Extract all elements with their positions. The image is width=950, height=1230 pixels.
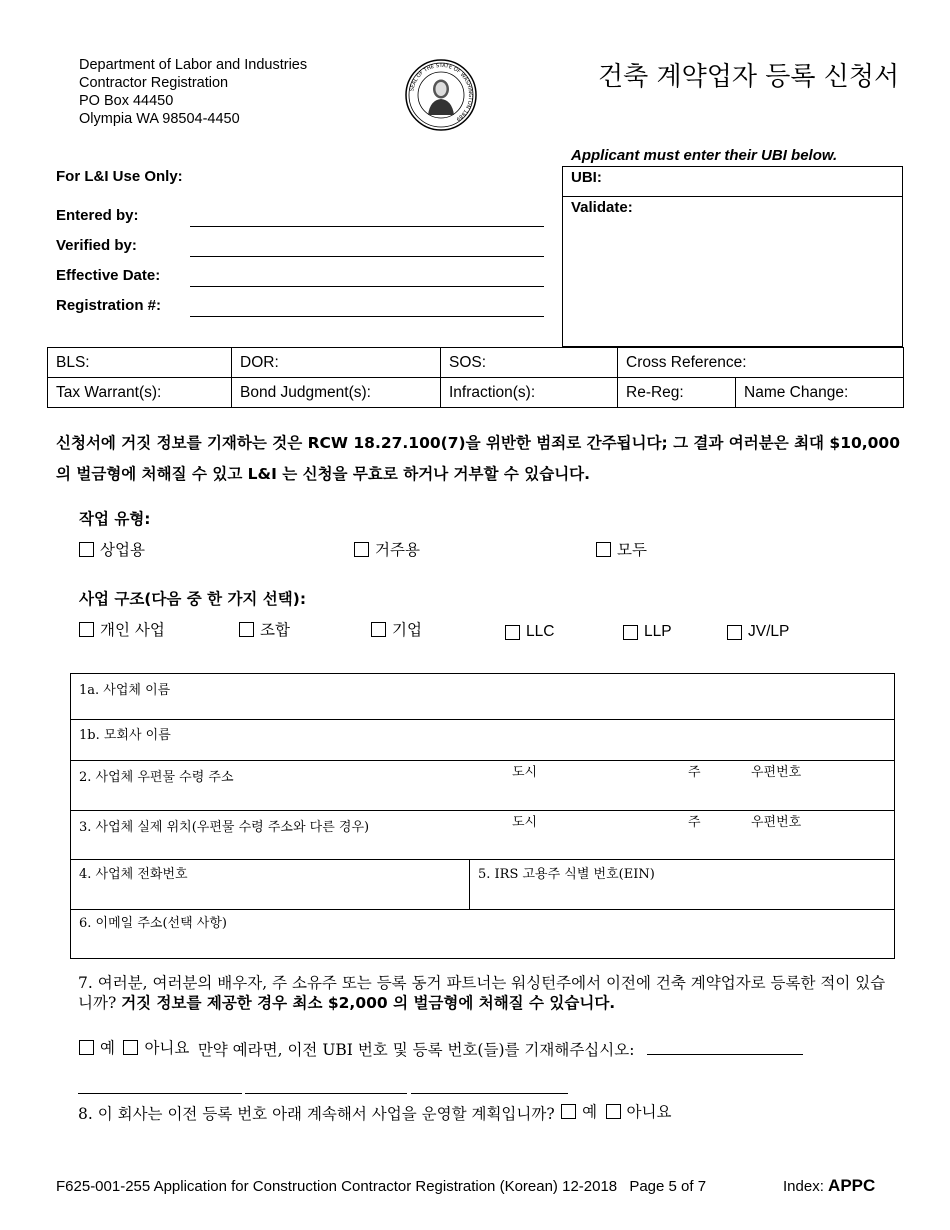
tax-warrants-cell[interactable]: Tax Warrant(s):: [48, 378, 232, 408]
checkbox-icon: [623, 625, 638, 640]
verified-by-label: Verified by:: [56, 237, 137, 254]
question-7-text: 7. 여러분, 여러분의 배우자, 주 소유주 또는 등록 동거 파트너는 워싱턴주에서 이전에 건축 계약업자로 등록한 적이 있습니까?: [78, 974, 886, 1012]
mailing-address-field[interactable]: 2. 사업체 우편물 수령 주소 도시 주 우편번호: [71, 761, 894, 811]
state-label: 주: [688, 765, 701, 780]
checkbox-icon: [596, 542, 611, 557]
previous-registration-field-1[interactable]: [78, 1079, 242, 1094]
address-line: Department of Labor and Industries: [79, 57, 308, 73]
checkbox-icon: [371, 622, 386, 637]
effective-date-field[interactable]: [190, 272, 544, 287]
checkbox-icon: [79, 1040, 94, 1055]
parent-company-field[interactable]: 1b. 모회사 이름: [71, 720, 894, 761]
effective-date-label: Effective Date:: [56, 267, 161, 284]
structure-sole-proprietor-checkbox[interactable]: 개인 사업: [79, 618, 165, 640]
ubi-field[interactable]: [563, 167, 902, 197]
page-number: Page 5 of 7: [629, 1178, 707, 1195]
question-7-answers: [79, 1036, 803, 1060]
false-information-warning: 신청서에 거짓 정보를 기재하는 것은 RCW 18.27.100(7)을 위반한 범죄로 간주됩니다; 그 결과 여러분은 최대 $10,000 의 벌금형에 처해질 수 있고 L&I 는 신청을 무효로 하거나 거부할 수 있습니다.: [56, 434, 901, 483]
work-type-residential-checkbox[interactable]: 거주용: [354, 538, 420, 560]
dor-cell[interactable]: DOR:: [232, 348, 441, 378]
validate-label: Validate:: [571, 199, 633, 216]
previous-registration-field-3[interactable]: [411, 1079, 568, 1094]
email-field[interactable]: 6. 이메일 주소(선택 사항): [79, 916, 227, 931]
ein-field[interactable]: 5. IRS 고용주 식별 번호(EIN): [478, 867, 655, 882]
checkbox-icon: [239, 622, 254, 637]
zip-label: 우편번호: [751, 765, 802, 780]
previous-registration-field-2[interactable]: [245, 1079, 407, 1094]
address-line: Contractor Registration: [79, 75, 229, 91]
city-label: 도시: [512, 765, 538, 780]
infractions-cell[interactable]: Infraction(s):: [441, 378, 618, 408]
q8-yes-checkbox[interactable]: 예: [561, 1100, 597, 1122]
checkbox-icon: [505, 625, 520, 640]
address-line: PO Box 44450: [79, 93, 174, 109]
office-use-title: For L&I Use Only:: [56, 168, 183, 185]
q8-no-checkbox[interactable]: 아니요: [606, 1100, 672, 1122]
business-structure-label: 사업 구조(다음 중 한 가지 선택):: [79, 590, 307, 608]
checkbox-icon: [354, 542, 369, 557]
ubi-label: UBI:: [571, 169, 602, 186]
question-8: [78, 1100, 671, 1124]
agency-codes-table: [47, 347, 904, 408]
index-code: Index: APPC: [783, 1176, 876, 1195]
work-type-both-checkbox[interactable]: 모두: [596, 538, 647, 560]
checkbox-icon: [561, 1104, 576, 1119]
checkbox-icon: [79, 622, 94, 637]
city-label: 도시: [512, 815, 538, 830]
structure-jv-lp-checkbox[interactable]: JV/LP: [727, 623, 789, 641]
previous-ubi-field[interactable]: [647, 1039, 803, 1055]
q7-yes-checkbox[interactable]: 예: [79, 1036, 115, 1058]
physical-location-field[interactable]: 3. 사업체 실제 위치(우편물 수령 주소와 다른 경우) 도시 주 우편번호: [71, 811, 894, 860]
business-info-table: [70, 673, 895, 959]
ubi-box: [562, 166, 903, 347]
validate-field[interactable]: [563, 197, 902, 218]
sos-cell[interactable]: SOS:: [441, 348, 618, 378]
page-title: 건축 계약업자 등록 신청서: [598, 62, 900, 92]
bond-judgments-cell[interactable]: Bond Judgment(s):: [232, 378, 441, 408]
phone-ein-row: [71, 860, 894, 910]
entered-by-label: Entered by:: [56, 207, 139, 224]
business-name-field[interactable]: 1a. 사업체 이름: [71, 674, 894, 720]
address-line: Olympia WA 98504-4450: [79, 111, 240, 127]
name-change-cell[interactable]: Name Change:: [736, 378, 904, 408]
question-8-text: 8. 이 회사는 이전 등록 번호 아래 계속해서 사업을 운영할 계획입니까?: [78, 1104, 555, 1123]
page-footer: [56, 1176, 876, 1195]
structure-corporation-checkbox[interactable]: 기업: [371, 618, 422, 640]
checkbox-icon: [79, 542, 94, 557]
business-phone-field[interactable]: 4. 사업체 전화번호: [71, 860, 470, 909]
washington-state-seal-icon: [404, 58, 478, 132]
work-type-commercial-checkbox[interactable]: 상업용: [79, 538, 145, 560]
agency-address: [79, 56, 307, 128]
verified-by-field[interactable]: [190, 242, 544, 257]
checkbox-icon: [123, 1040, 138, 1055]
q7-followup-text: 만약 예라면, 이전 UBI 번호 및 등록 번호(들)를 기재해주십시오:: [197, 1040, 635, 1059]
entered-by-field[interactable]: [190, 212, 544, 227]
question-7: [78, 973, 898, 1013]
state-label: 주: [688, 815, 701, 830]
form-info: F625-001-255 Application for Construction Contractor Registration (Korean) 12-2018: [56, 1178, 618, 1195]
registration-number-field[interactable]: [190, 302, 544, 317]
zip-label: 우편번호: [751, 815, 802, 830]
bls-cell[interactable]: BLS:: [48, 348, 232, 378]
registration-number-label: Registration #:: [56, 297, 162, 314]
question-7-penalty: 거짓 정보를 제공한 경우 최소 $2,000 의 벌금형에 처해질 수 있습니다.: [121, 994, 616, 1012]
structure-llc-checkbox[interactable]: LLC: [505, 623, 554, 641]
structure-partnership-checkbox[interactable]: 조합: [239, 618, 290, 640]
re-reg-cell[interactable]: Re-Reg:: [618, 378, 736, 408]
svg-text:SEAL OF THE STATE OF WASHINGTO: SEAL OF THE STATE OF WASHINGTON 1889: [409, 62, 474, 122]
q7-no-checkbox[interactable]: 아니요: [123, 1036, 189, 1058]
cross-reference-cell[interactable]: Cross Reference:: [618, 348, 904, 378]
structure-llp-checkbox[interactable]: LLP: [623, 623, 672, 641]
checkbox-icon: [606, 1104, 621, 1119]
checkbox-icon: [727, 625, 742, 640]
ubi-instruction: Applicant must enter their UBI below.: [571, 147, 838, 164]
work-type-label: 작업 유형:: [79, 510, 151, 528]
